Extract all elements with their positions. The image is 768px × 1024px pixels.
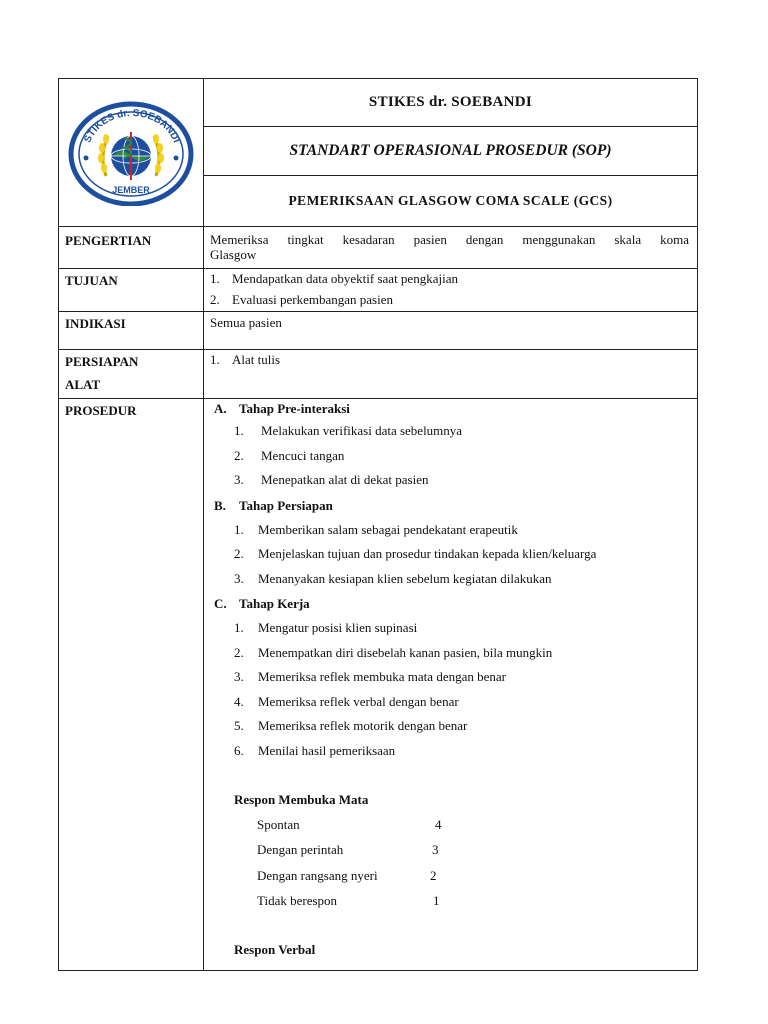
list-item: 5. Memeriksa reflek motorik dengan benar	[234, 718, 468, 733]
section-b-list	[204, 518, 697, 592]
list-item: 1. Melakukan verifikasi data sebelumnya	[234, 423, 463, 438]
pengertian-text-line2: Glasgow	[210, 247, 257, 262]
persiapan-item-1: 1. Alat tulis	[210, 352, 281, 367]
list-item: 2. Menjelaskan tujuan dan prosedur tindakan kepada klien/keluarga	[234, 546, 597, 561]
section-a-title: A. Tahap Pre-interaksi	[214, 401, 350, 416]
tujuan-item-1: 1. Mendapatkan data obyektif saat pengkajian	[210, 271, 458, 286]
pengertian-text-line1: Memeriksa tingkat kesadaran pasien dengan menggunakan skala koma	[210, 232, 689, 247]
list-item: 2. Mencuci tangan	[234, 447, 345, 463]
section-c-list	[204, 616, 697, 763]
logo-cell	[59, 79, 204, 227]
pengertian-content	[204, 227, 698, 269]
eye-response-row: Dengan perintah 3	[257, 842, 439, 858]
tujuan-content	[204, 269, 698, 312]
eye-response-row: Dengan rangsang nyeri 2	[257, 867, 437, 883]
procedure-title-cell	[204, 176, 698, 227]
list-item: 1. Mengatur posisi klien supinasi	[234, 620, 418, 635]
stikes-logo-icon	[66, 96, 196, 206]
list-item: 6. Menilai hasil pemeriksaan	[234, 742, 396, 758]
procedure-title: PEMERIKSAAN GLASGOW COMA SCALE (GCS)	[288, 193, 613, 208]
eye-response-row: Tidak berespon 1	[257, 892, 440, 908]
indikasi-text: Semua pasien	[204, 312, 698, 350]
list-item: 3. Menanyakan kesiapan klien sebelum kegiatan dilakukan	[234, 570, 552, 586]
section-c-title: C. Tahap Kerja	[214, 596, 310, 611]
institution-cell	[204, 79, 698, 127]
tujuan-label: TUJUAN	[59, 269, 204, 312]
prosedur-content	[204, 399, 698, 971]
list-item: 1. Memberikan salam sebagai pendekatant erapeutik	[234, 521, 518, 537]
list-item: 4. Memeriksa reflek verbal dengan benar	[234, 693, 459, 709]
svg-text:JEMBER: JEMBER	[112, 184, 150, 195]
indikasi-label: INDIKASI	[59, 312, 204, 350]
tujuan-item-2: 2. Evaluasi perkembangan pasien	[210, 292, 393, 307]
doc-type-title: STANDART OPERASIONAL PROSEDUR (SOP)	[289, 142, 612, 159]
pengertian-label: PENGERTIAN	[59, 227, 204, 269]
section-a-list	[204, 419, 697, 493]
eye-response-row: Spontan 4	[257, 817, 442, 832]
persiapan-label: PERSIAPAN ALAT	[59, 350, 204, 399]
prosedur-label: PROSEDUR	[59, 399, 204, 971]
verbal-response-title: Respon Verbal	[234, 942, 316, 958]
section-b-title: B. Tahap Persiapan	[214, 497, 333, 513]
doc-type-cell	[204, 127, 698, 176]
eye-response-title: Respon Membuka Mata	[234, 792, 369, 807]
institution-name: STIKES dr. SOEBANDI	[368, 94, 533, 110]
list-item: 2. Menempatkan diri disebelah kanan pasien, bila mungkin	[234, 644, 553, 660]
svg-text:STIKES dr. SOEBANDI: STIKES dr. SOEBANDI	[82, 107, 182, 144]
sop-table	[58, 78, 698, 971]
persiapan-content	[204, 350, 698, 399]
list-item: 3. Memeriksa reflek membuka mata dengan benar	[234, 669, 506, 684]
list-item: 3. Menepatkan alat di dekat pasien	[234, 472, 429, 487]
